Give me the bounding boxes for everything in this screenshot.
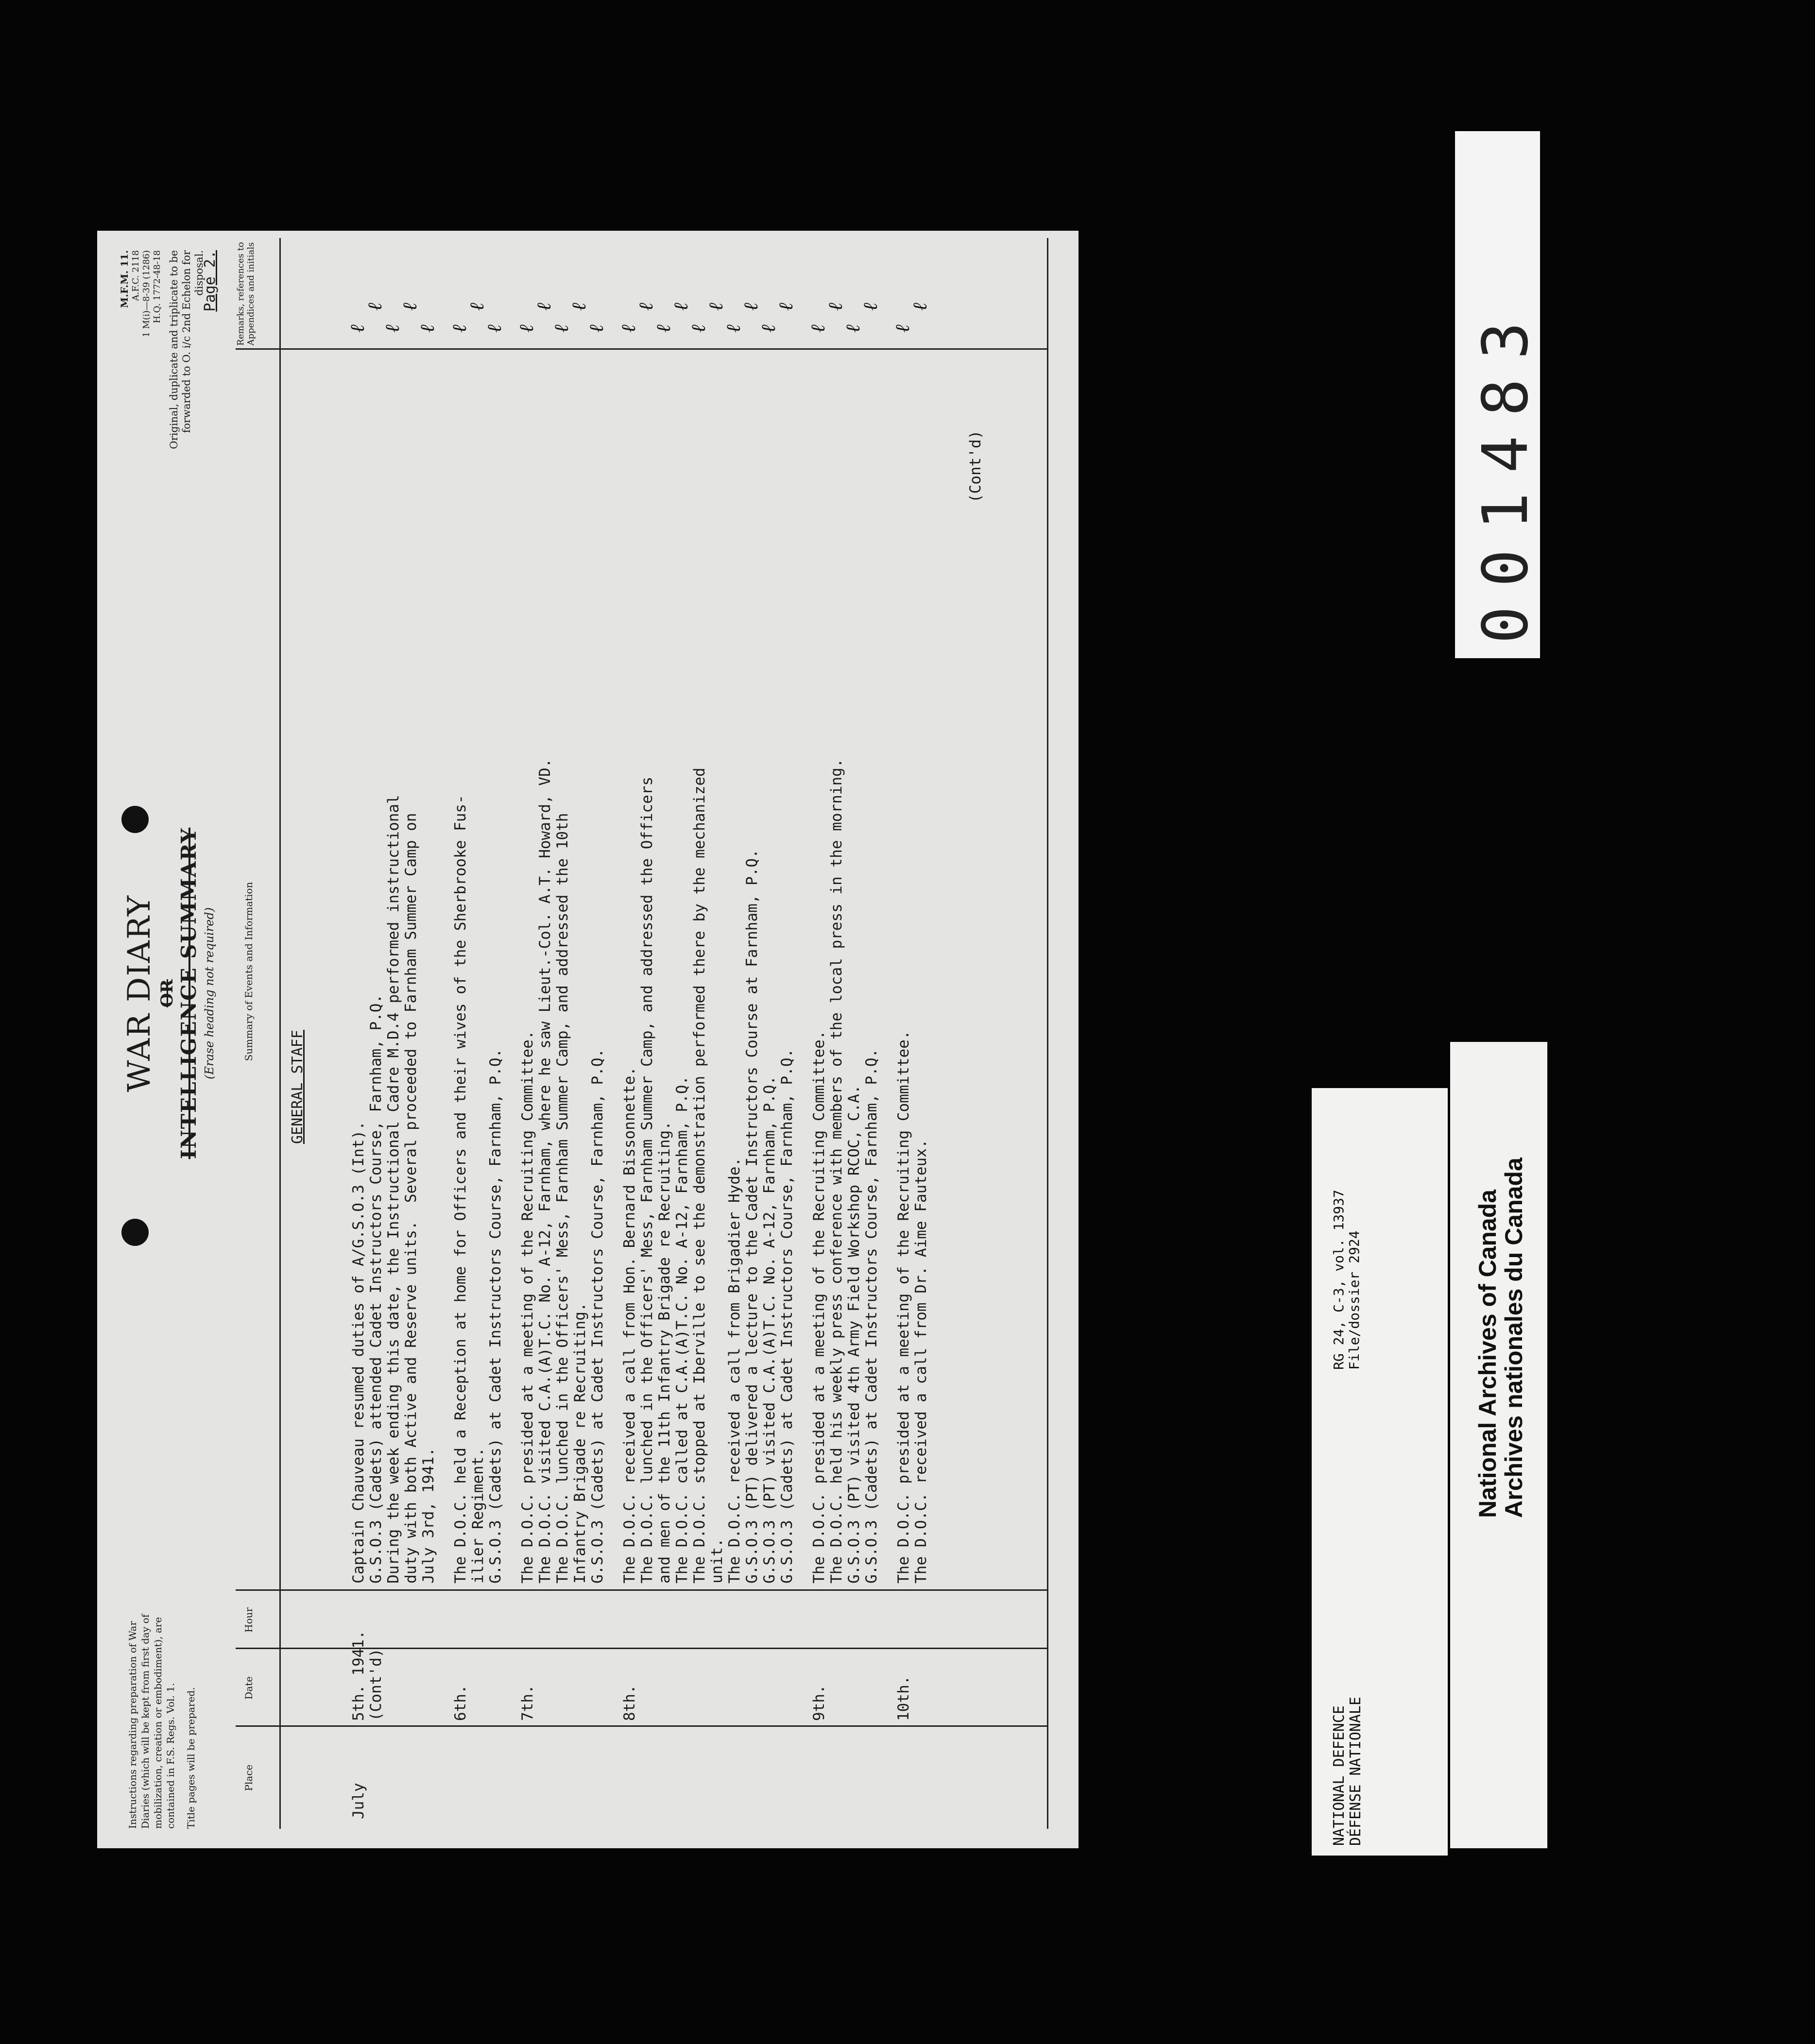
entry-text-line: unit. [708,1538,726,1584]
column-header-place: Place [243,1764,255,1791]
form-reference [119,250,163,376]
archives-name-en: National Archives of Canada [1474,1189,1501,1518]
entry-date: 5th. 1941. [350,1630,367,1721]
initials-mark: ℓ [807,324,829,333]
initials-mark: ℓ [687,324,710,333]
entry-text-line: G.S.O.3 (PT) visited C.A.(A)T.C. No. A-12, Farnham, P.Q. [761,1075,778,1584]
distribution-note: Original, duplicate and triplicate to be forwarded to O. i/c 2nd Echelon for disposal. [168,250,205,449]
entry-text-line: The D.O.C. presided at a meeting of the Recruiting Committee. [810,1030,828,1584]
initials-mark: ℓ [635,303,657,311]
page-title: WAR DIARY [121,894,157,1092]
initials-mark: ℓ [381,324,404,333]
initials-mark: ℓ [346,324,369,333]
entry-text-line: July 3rd, 1941. [420,1448,437,1584]
initials-mark: ℓ [842,324,864,333]
initials-mark: ℓ [757,324,780,333]
entry-text-line: During the week ending this date, the Instructional Cadre M.D.4 performed instructional [385,795,402,1584]
initials-mark: ℓ [416,324,439,333]
national-archives-label [1450,1042,1547,1848]
entry-text-line: G.S.O.3 (Cadets) attended Cadet Instructors Course, Farnham, P.Q. [367,994,385,1584]
column-rule [236,1725,1047,1727]
punch-hole-icon [121,1219,149,1246]
initials-mark: ℓ [652,324,675,333]
continued-note: (Cont'd) [967,430,984,503]
entry-date: 10th. [895,1675,912,1721]
initials-mark: ℓ [466,303,488,311]
entry-text-line: The D.O.C. visited C.A.(A)T.C. No. A-12, Farnham, where he saw Lieut.-Col. A.T. Howard, VD. [536,758,554,1584]
frame-number: 001483 [1470,302,1542,644]
initials-mark: ℓ [824,303,847,311]
initials-mark: ℓ [909,303,931,311]
entry-text-line: The D.O.C. presided at a meeting of the Recruiting Committee. [895,1030,912,1584]
war-diary-page [97,231,1079,1848]
initials-mark: ℓ [364,303,386,311]
entry-text-line: G.S.O.3 (PT) delivered a lecture to the Cadet Instructors Course at Farnham, P.Q. [743,849,761,1584]
initials-mark: ℓ [550,324,573,333]
entry-text-line: G.S.O.3 (PT) visited 4th Army Field Workshop RCOC, C.A. [845,1085,863,1584]
entry-text-line: G.S.O.3 (Cadets) at Cadet Instructors Course, Farnham, P.Q. [778,1048,796,1584]
erase-note: (Erase heading not required) [203,907,216,1080]
entry-text-line: The D.O.C. presided at a meeting of the Recruiting Committee. [519,1030,536,1584]
initials-mark: ℓ [722,324,745,333]
entry-date-continued: (Cont'd) [367,1648,385,1721]
column-rule [236,348,1047,350]
entry-text-line: The D.O.C. lunched in the Officers' Mess, Farnham Summer Camp, and addressed the Officers [638,776,656,1584]
intelligence-summary-struck: INTELLIGENCE SUMMARY [177,827,201,1159]
entry-text-line: The D.O.C. held his weekly press conference with members of the local press in the morning. [828,758,845,1584]
entry-text-line: Captain Chauveau resumed duties of A/G.S.O.3 (Int). [350,1121,367,1584]
initials-mark: ℓ [891,324,914,333]
initials-mark: ℓ [483,324,506,333]
page-number: Page 2. [202,250,219,312]
general-staff-heading: GENERAL STAFF [289,1030,306,1144]
instructions-note [126,1586,197,1829]
entry-text-line: G.S.O.3 (Cadets) at Cadet Instructors Course, Farnham, P.Q. [589,1048,606,1584]
initials-mark: ℓ [705,303,727,311]
entry-date: 8th. [621,1685,638,1721]
entry-date: 6th. [452,1685,469,1721]
diary-title-block [121,775,216,1212]
column-header-summary: Summary of Events and Information [243,882,255,1061]
title-pages-note: Title pages will be prepared. [185,1687,197,1829]
initials-mark: ℓ [617,324,640,333]
initials-mark: ℓ [585,324,608,333]
initials-mark: ℓ [533,303,555,311]
initials-mark: ℓ [399,303,421,311]
bottom-rule [1047,238,1048,1829]
entry-text-line: The D.O.C. received a call from Hon. Bernard Bissonnette. [621,1067,638,1584]
entry-text-line: Infantry Brigade re Recruiting. [571,1302,589,1584]
form-ref: 1 M(i)—8-39 (1286) [141,250,152,338]
title-or: OR [157,979,177,1007]
entry-text-line: The D.O.C. called at C.A.(A)T.C. No. A-12, Farnham, P.Q. [673,1075,691,1584]
form-ref: A.F.C. 2118 [131,250,141,301]
entry-text-line: The D.O.C. held a Reception at home for Officers and their wives of the Sherbrooke Fus- [452,795,469,1584]
initials-mark: ℓ [568,303,590,311]
entry-place: July [350,1783,367,1819]
entry-text-line: G.S.O.3 (Cadets) at Cadet Instructors Course, Farnham, P.Q. [863,1048,880,1584]
entry-text-line: duty with both Active and Reserve units. Several proceeded to Farnham Summer Camp on [402,813,420,1584]
initials-mark: ℓ [515,324,538,333]
initials-mark: ℓ [670,303,692,311]
initials-mark: ℓ [775,303,797,311]
entry-date: 9th. [810,1685,828,1721]
entry-text-line: The D.O.C. stopped at Iberville to see the demonstration performed there by the mechanized [691,767,708,1584]
form-ref: H.Q. 1772-48-18 [152,250,162,324]
column-header-remarks: Remarks, references to Appendices and initials [236,242,256,346]
entry-text-line: The D.O.C. received a call from Brigadier Hyde. [726,1157,743,1584]
entry-text-line: and men of the 11th Infantry Brigade re Recruiting. [656,1121,673,1584]
column-header-hour: Hour [243,1607,255,1633]
national-defence-text: NATIONAL DEFENCE DÉFENSE NATIONALE [1331,1696,1364,1846]
archives-name-fr: Archives nationales du Canada [1500,1158,1527,1518]
entry-text-line: The D.O.C. received a call from Dr. Aime Fauteux. [912,1139,930,1584]
form-code: M.F.M. 11. [119,250,130,308]
entry-date: 7th. [519,1685,536,1721]
entry-text-line: G.S.O.3 (Cadets) at Cadet Instructors Course, Farnham, P.Q. [487,1048,504,1584]
record-group-reference: RG 24, C-3, vol. 13937 File/dossier 2924 [1331,1190,1362,1370]
frame-number-label [1455,131,1540,658]
entry-text-line: The D.O.C. lunched in the Officers' Mess, Farnham Summer Camp, and addressed the 10th [554,813,571,1584]
instructions-text: Instructions regarding preparation of War Diaries (which will be kept from first day of mobilization, creation or embodiment), are contained in F.S. Regs. Vol. 1. [127,1614,176,1829]
national-archives-text [1474,1158,1527,1518]
national-defence-label [1312,1088,1448,1856]
entry-text-line: ilier Regiment. [469,1448,487,1584]
initials-mark: ℓ [859,303,882,311]
initials-mark: ℓ [448,324,471,333]
column-rule [236,1589,1047,1591]
initials-mark: ℓ [740,303,762,311]
column-header-date: Date [243,1676,255,1700]
